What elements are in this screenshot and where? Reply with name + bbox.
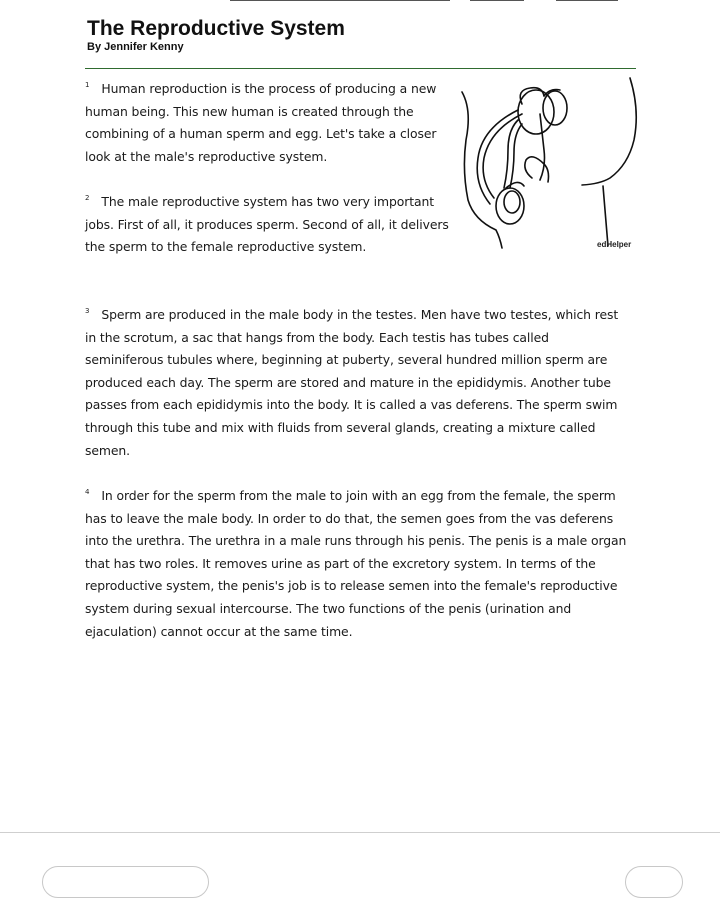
paragraph-text: In order for the sperm from the male to join with an egg from the female, the sperm has to leave the male body. In order to do that, the semen goes from the vas deferens into the urethra. The urethra in a male runs through his penis. The penis is a male organ that has two roles. It removes urine as part of the excretory system. In terms of the reproductive system, the penis's job is to release semen into the female's reproductive system during sexual intercourse. The two functions of the penis (urination and ejaculation) cannot occur at the same time. bbox=[85, 488, 627, 639]
paragraph-number: 3 bbox=[85, 307, 90, 315]
paragraph-number: 2 bbox=[85, 194, 90, 202]
paragraph-text: Human reproduction is the process of producing a new human being. This new human is created through the combining of a human sperm and egg. Let's take a closer look at the male's reproductive system. bbox=[85, 81, 437, 164]
paragraph-number: 1 bbox=[85, 81, 90, 89]
paragraph-3 bbox=[85, 300, 630, 462]
top-answer-lines bbox=[0, 0, 720, 6]
paragraph-2 bbox=[85, 187, 455, 259]
paragraph-4 bbox=[85, 481, 630, 643]
previous-button[interactable] bbox=[42, 866, 209, 898]
male-reproductive-diagram bbox=[460, 70, 640, 260]
title-divider bbox=[85, 68, 636, 69]
paragraph-text: Sperm are produced in the male body in the testes. Men have two testes, which rest in the scrotum, a sac that hangs from the body. Each testis has tubes called seminiferous tubules where, beginning at puberty, several hundred million sperm are produced each day. The sperm are stored and mature in the epididymis. Another tube passes from each epididymis into the body. It is called a vas deferens. The sperm swim through this tube and mix with fluids from several glands, creating a mixture called semen. bbox=[85, 307, 619, 458]
next-button[interactable] bbox=[625, 866, 683, 898]
paragraph-1 bbox=[85, 74, 463, 168]
paragraph-number: 4 bbox=[85, 488, 90, 496]
author-byline: By Jennifer Kenny bbox=[87, 41, 184, 53]
paragraph-text: The male reproductive system has two very important jobs. First of all, it produces sperm. Second of all, it delivers the sperm to the female reproductive system. bbox=[85, 194, 449, 255]
image-credit: edHelper bbox=[597, 240, 632, 249]
page-title: The Reproductive System bbox=[87, 17, 345, 40]
toolbar-divider bbox=[0, 832, 720, 833]
